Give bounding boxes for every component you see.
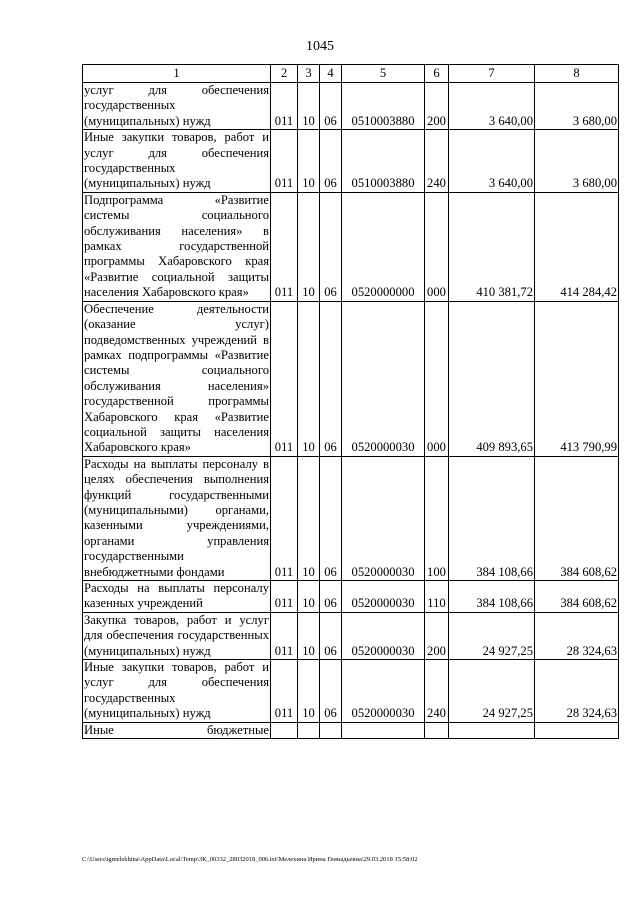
table-row	[83, 130, 619, 193]
header-cell: 6	[425, 65, 449, 83]
header-cell: 5	[342, 65, 425, 83]
target-article-cell: 0520000030	[342, 612, 425, 659]
empty-cell	[449, 722, 535, 738]
row-name-cell: услуг для обеспечения государственных (муниципальных) нужд	[84, 83, 269, 128]
row-name-cell: Расходы на выплаты персоналу в целях обеспечения выполнения функций государственными (муниципальными) органами, казенными учреждениями, органами управления государственными внебюджетными фондами	[84, 456, 269, 579]
subsection-cell: 06	[320, 456, 342, 580]
amount-year1-cell: 24 927,25	[449, 612, 535, 659]
target-article-cell: 0510003880	[342, 130, 425, 193]
table-row	[83, 612, 619, 659]
empty-cell	[425, 722, 449, 738]
row-name-cell: Иные закупки товаров, работ и услуг для обеспечения государственных (муниципальных) нужд	[84, 660, 269, 721]
amount-year2-cell: 28 324,63	[535, 660, 619, 723]
code-cell: 011	[271, 660, 298, 723]
amount-year1-cell: 3 640,00	[449, 130, 535, 193]
target-article-cell: 0520000030	[342, 581, 425, 613]
amount-year2-cell: 28 324,63	[535, 612, 619, 659]
subsection-cell: 06	[320, 192, 342, 301]
table-row	[83, 301, 619, 456]
row-name-cell: Подпрограмма «Развитие системы социального обслуживания населения» в рамках государственной программы Хабаровского края «Развитие социальной защиты населения Хабаровского края»	[84, 192, 269, 300]
page-number: 1045	[306, 39, 334, 54]
empty-cell	[342, 722, 425, 738]
expense-type-cell: 240	[425, 130, 449, 193]
amount-year1-cell: 384 108,66	[449, 581, 535, 613]
target-article-cell: 0520000000	[342, 192, 425, 301]
amount-year1-cell: 384 108,66	[449, 456, 535, 580]
code-cell: 011	[271, 612, 298, 659]
expense-type-cell: 200	[425, 612, 449, 659]
section-cell: 10	[298, 456, 320, 580]
header-cell: 2	[271, 65, 298, 83]
subsection-cell: 06	[320, 130, 342, 193]
header-row	[83, 65, 619, 83]
section-cell: 10	[298, 83, 320, 130]
code-cell: 011	[271, 456, 298, 580]
subsection-cell: 06	[320, 301, 342, 456]
table-row	[83, 456, 619, 580]
section-cell: 10	[298, 192, 320, 301]
table-row	[83, 722, 619, 738]
subsection-cell: 06	[320, 83, 342, 130]
amount-year2-cell: 413 790,99	[535, 301, 619, 456]
code-cell: 011	[271, 301, 298, 456]
target-article-cell: 0520000030	[342, 301, 425, 456]
header-cell: 7	[449, 65, 535, 83]
section-cell: 10	[298, 301, 320, 456]
expense-type-cell: 000	[425, 301, 449, 456]
footer-file-path: C:\Users\igmelekhina\AppData\Local\Temp\ЗК_00332_28032018_006.txt\Мелехина Ирина Геннадьевна\29.03.2018 15:58:02	[82, 856, 418, 863]
expense-type-cell: 110	[425, 581, 449, 613]
row-name-cell: Обеспечение деятельности (оказание услуг) подведомственных учреждений в рамках подпрограммы «Развитие системы социального обслуживания населения» государственной программы Хабаровского края «Развитие социальной защиты населения Хабаровского края»	[84, 301, 269, 455]
table-row	[83, 83, 619, 130]
subsection-cell: 06	[320, 660, 342, 723]
header-cell: 1	[83, 65, 271, 83]
expense-type-cell: 100	[425, 456, 449, 580]
row-name-cell: Закупка товаров, работ и услуг для обеспечения государственных (муниципальных) нужд	[84, 612, 269, 658]
header-cell: 4	[320, 65, 342, 83]
header-cell: 3	[298, 65, 320, 83]
target-article-cell: 0520000030	[342, 456, 425, 580]
expense-type-cell: 240	[425, 660, 449, 723]
row-name-cell: Иные закупки товаров, работ и услуг для обеспечения государственных (муниципальных) нужд	[84, 130, 269, 191]
subsection-cell: 06	[320, 581, 342, 613]
expense-type-cell: 000	[425, 192, 449, 301]
amount-year2-cell: 384 608,62	[535, 456, 619, 580]
table-row	[83, 581, 619, 613]
amount-year1-cell: 24 927,25	[449, 660, 535, 723]
empty-cell	[320, 722, 342, 738]
header-cell: 8	[535, 65, 619, 83]
empty-cell	[535, 722, 619, 738]
subsection-cell: 06	[320, 612, 342, 659]
section-cell: 10	[298, 581, 320, 613]
amount-year1-cell: 409 893,65	[449, 301, 535, 456]
row-name-cell: Иные бюджетные	[84, 722, 269, 737]
amount-year1-cell: 410 381,72	[449, 192, 535, 301]
section-cell: 10	[298, 130, 320, 193]
code-cell: 011	[271, 130, 298, 193]
code-cell: 011	[271, 83, 298, 130]
amount-year2-cell: 414 284,42	[535, 192, 619, 301]
code-cell: 011	[271, 581, 298, 613]
budget-table	[82, 64, 619, 739]
empty-cell	[298, 722, 320, 738]
amount-year1-cell: 3 640,00	[449, 83, 535, 130]
expense-type-cell: 200	[425, 83, 449, 130]
code-cell: 011	[271, 192, 298, 301]
amount-year2-cell: 3 680,00	[535, 130, 619, 193]
target-article-cell: 0510003880	[342, 83, 425, 130]
row-name-cell: Расходы на выплаты персоналу казенных учреждений	[84, 581, 269, 611]
section-cell: 10	[298, 612, 320, 659]
section-cell: 10	[298, 660, 320, 723]
target-article-cell: 0520000030	[342, 660, 425, 723]
amount-year2-cell: 384 608,62	[535, 581, 619, 613]
empty-cell	[271, 722, 298, 738]
table-row	[83, 192, 619, 301]
amount-year2-cell: 3 680,00	[535, 83, 619, 130]
table-row	[83, 660, 619, 723]
